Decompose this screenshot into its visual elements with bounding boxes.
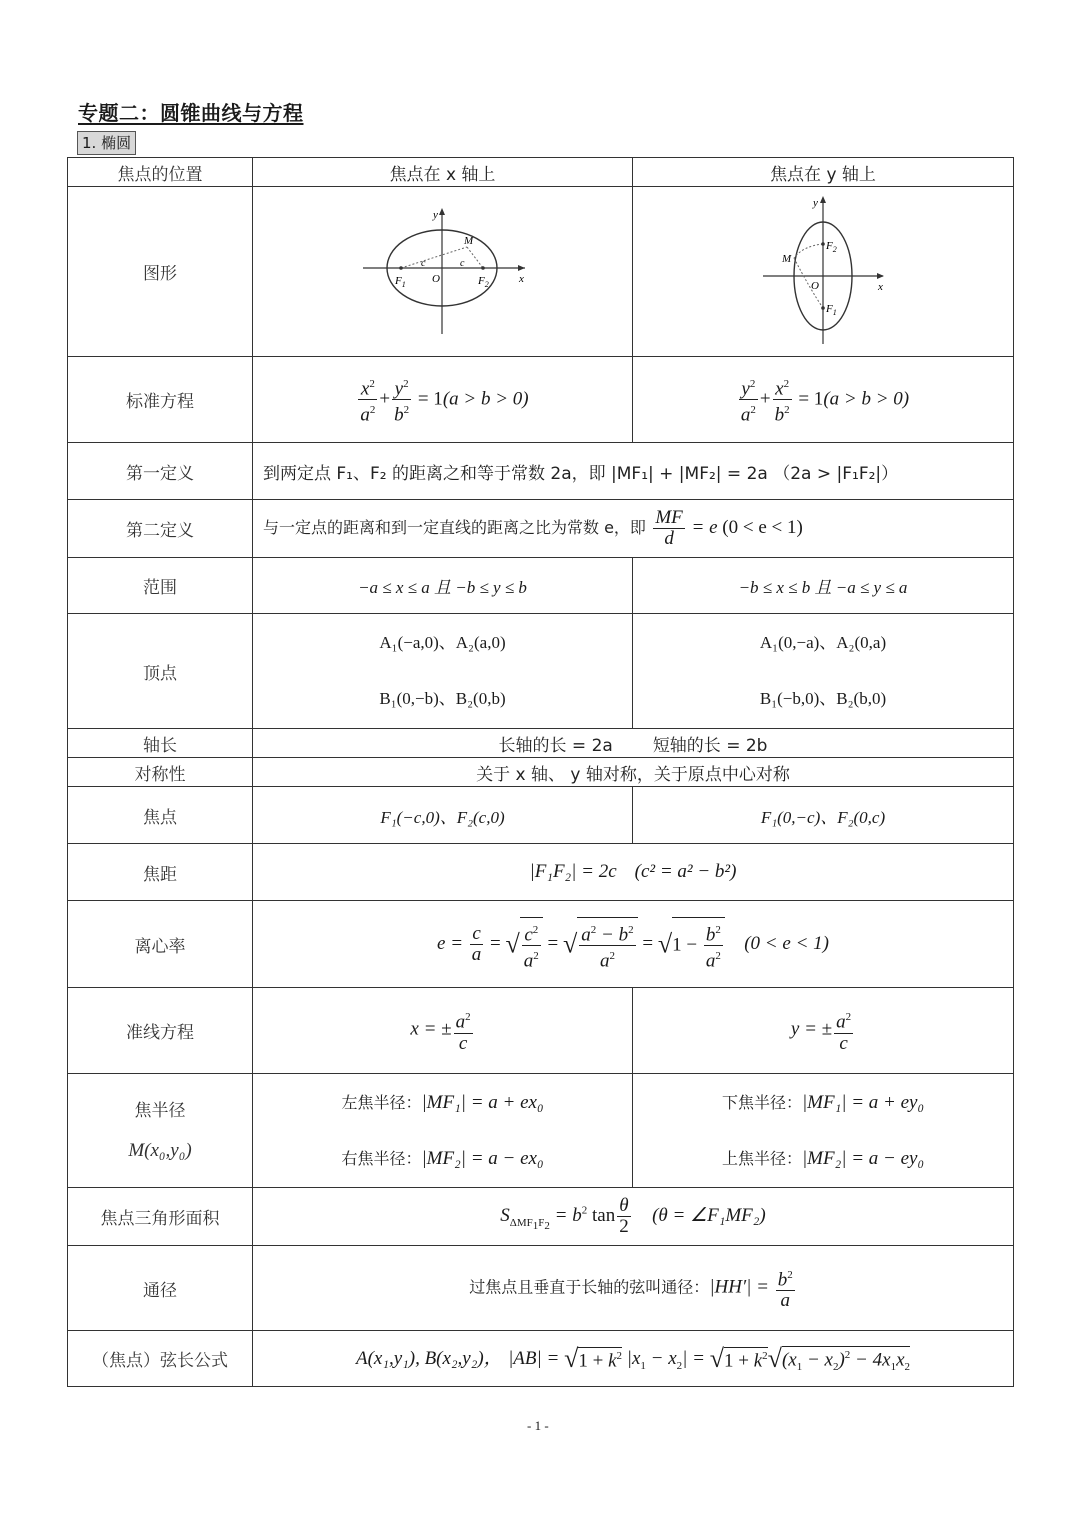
row-label: 焦点 bbox=[68, 787, 253, 844]
vertical-ellipse-diagram bbox=[758, 194, 888, 344]
row-label: 准线方程 bbox=[68, 988, 253, 1074]
latus-rectum-row bbox=[68, 1246, 1014, 1331]
row-label: 范围 bbox=[68, 558, 253, 614]
row-label: 图形 bbox=[68, 187, 253, 357]
directrix-row bbox=[68, 988, 1014, 1074]
svg-text:F2: $F_2$ bbox=[826, 240, 837, 254]
row-label: 标准方程 bbox=[68, 357, 253, 443]
svg-text:c: c bbox=[459, 258, 464, 269]
page-number: - 1 - bbox=[527, 1418, 549, 1433]
row-label: 顶点 bbox=[68, 614, 253, 729]
chord-length-formula: A(x₁,y₁), B(x₂,y₂)， $|AB| = √1 + k^2$ $|x_1 - x_2| = √1 + k^2√(x_1 - x_2)^2 - 4x_1x_2$ bbox=[253, 1331, 1014, 1387]
row-label: 轴长 bbox=[68, 729, 253, 758]
focal-distance-row bbox=[68, 844, 1014, 901]
symmetry-row bbox=[68, 758, 1014, 787]
svg-text:x: x bbox=[518, 273, 524, 285]
row-label: 焦点三角形面积 bbox=[68, 1188, 253, 1246]
range-row bbox=[68, 558, 1014, 614]
focal-distance-formula: |F₁F₂| = 2c (c² = a² − b²) bbox=[253, 844, 1014, 901]
y-range: −b ≤ x ≤ b 且 −a ≤ y ≤ a bbox=[633, 558, 1014, 614]
x-range: −a ≤ x ≤ a 且 −b ≤ y ≤ b bbox=[253, 558, 633, 614]
y-standard-equation: $\frac{y^2}{a^2}$ + $\frac{x^2}{b^2}$ = 1(a > b > 0) bbox=[633, 357, 1014, 443]
first-definition-text: 到两定点 F₁、F₂ 的距离之和等于常数 2a，即 |MF₁| + |MF₂| = 2a （2a > |F₁F₂|） bbox=[253, 443, 1014, 500]
header-y-axis: 焦点在 y 轴上 bbox=[633, 158, 1014, 187]
page-title: 专题二：圆锥曲线与方程 bbox=[78, 101, 304, 125]
chord-length-row bbox=[68, 1331, 1014, 1387]
row-label: 对称性 bbox=[68, 758, 253, 787]
row-label: 焦半径 M(x₀,y₀) bbox=[68, 1074, 253, 1188]
svg-text:O: O bbox=[431, 273, 440, 285]
row-label: 第一定义 bbox=[68, 443, 253, 500]
symmetry-text: 关于 x 轴、 y 轴对称，关于原点中心对称 bbox=[253, 758, 1014, 787]
x-focal-radius: 左焦半径：|MF₁| = a + ex₀ 右焦半径：|MF₂| = a − ex₀ bbox=[253, 1074, 633, 1188]
svg-text:y: y bbox=[432, 209, 438, 221]
svg-text:F2: $F_2$ bbox=[477, 275, 489, 289]
svg-text:F1: $F_1$ bbox=[394, 275, 406, 289]
svg-text:M: M bbox=[782, 253, 792, 265]
svg-text:y: y bbox=[813, 197, 818, 209]
vertices-row bbox=[68, 614, 1014, 729]
header-label: 焦点的位置 bbox=[68, 158, 253, 187]
svg-text:O: O bbox=[811, 280, 819, 292]
row-label: （焦点）弦长公式 bbox=[68, 1331, 253, 1387]
row-label: 离心率 bbox=[68, 901, 253, 988]
foci-row bbox=[68, 787, 1014, 844]
axis-lengths: 长轴的长 = 2a 短轴的长 = 2b bbox=[253, 729, 1014, 758]
second-definition-row bbox=[68, 500, 1014, 558]
x-standard-equation: $\frac{x^2}{a^2}$ + $\frac{y^2}{b^2}$ = 1(a > b > 0) bbox=[253, 357, 633, 443]
svg-text:c: c bbox=[420, 258, 425, 269]
svg-text:F1: $F_1$ bbox=[826, 303, 837, 317]
row-label: 第二定义 bbox=[68, 500, 253, 558]
second-definition-cell: 与一定点的距离和到一定直线的距离之比为常数 e，即 $\frac{MF}{d}$ = e (0 < e < 1) bbox=[253, 500, 1014, 558]
horizontal-ellipse-diagram bbox=[353, 204, 533, 334]
eccentricity-condition: (0 < e < 1) bbox=[722, 517, 803, 538]
x-directrix: x = ± $\frac{a^2}{c}$ bbox=[253, 988, 633, 1074]
x-ellipse-figure bbox=[253, 187, 633, 357]
y-focal-radius: 下焦半径：|MF₁| = a + ey₀ 上焦半径：|MF₂| = a − ey₀ bbox=[633, 1074, 1014, 1188]
figure-row bbox=[68, 187, 1014, 357]
eccentricity-row bbox=[68, 901, 1014, 988]
ellipse-table bbox=[67, 157, 1014, 1387]
row-label: 焦距 bbox=[68, 844, 253, 901]
standard-equation-row bbox=[68, 357, 1014, 443]
y-ellipse-figure bbox=[633, 187, 1014, 357]
y-directrix: y = ± $\frac{a^2}{c}$ bbox=[633, 988, 1014, 1074]
y-foci: F₁(0,−c)、F₂(0,c) bbox=[633, 787, 1014, 844]
triangle-area-formula: $S_{\Delta MF_1F_2} = b^2$ tan $\frac{\theta}{2}$ (θ = ∠F₁MF₂) bbox=[253, 1188, 1014, 1246]
header-row bbox=[68, 158, 1014, 187]
header-x-axis: 焦点在 x 轴上 bbox=[253, 158, 633, 187]
svg-text:x: x bbox=[878, 281, 883, 293]
row-label: 通径 bbox=[68, 1246, 253, 1331]
section-heading: 1. 椭圆 bbox=[77, 131, 136, 155]
axis-length-row bbox=[68, 729, 1014, 758]
eccentricity-formula: e = $\frac{c}{a}$ = √ $\frac{c^2}{a^2}$ = √ $\frac{a^2 - b^2}{a^2}$ = √1 − $\frac{b^2}{a^2}$ (0 < e < 1) bbox=[253, 901, 1014, 988]
first-definition-row bbox=[68, 443, 1014, 500]
y-vertices: A₁(0,−a)、A₂(0,a) B₁(−b,0)、B₂(b,0) bbox=[633, 614, 1014, 729]
latus-rectum-formula: 过焦点且垂直于长轴的弦叫通径：|HH′| = $\frac{b^2}{a}$ bbox=[253, 1246, 1014, 1331]
focal-radius-row bbox=[68, 1074, 1014, 1188]
svg-text:M: M bbox=[463, 235, 473, 247]
second-definition-text: 与一定点的距离和到一定直线的距离之比为常数 e，即 bbox=[263, 518, 646, 537]
x-vertices: A₁(−a,0)、A₂(a,0) B₁(0,−b)、B₂(0,b) bbox=[253, 614, 633, 729]
x-foci: F₁(−c,0)、F₂(c,0) bbox=[253, 787, 633, 844]
triangle-area-row bbox=[68, 1188, 1014, 1246]
